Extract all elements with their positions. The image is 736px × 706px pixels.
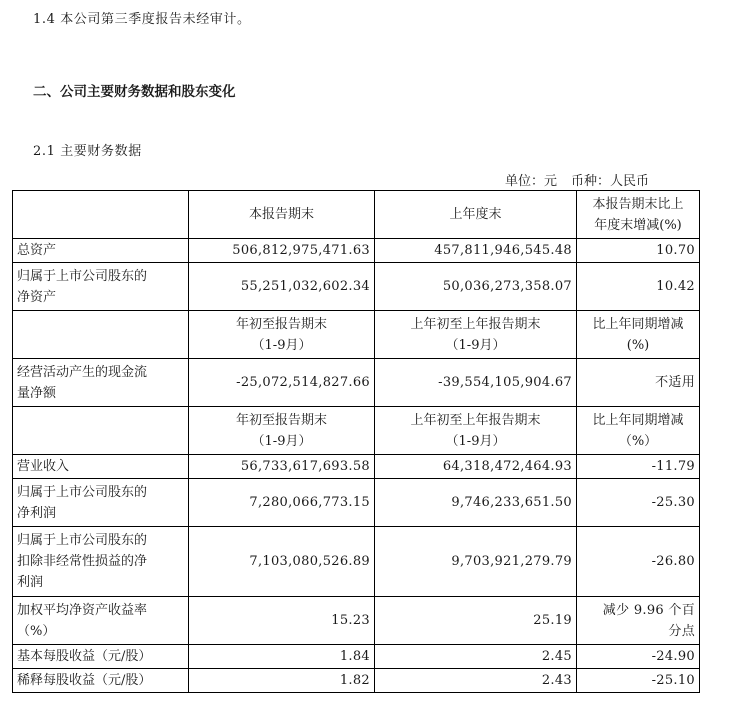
- row-label-line: 净利润: [17, 505, 57, 521]
- cell-value: -11.79: [577, 455, 700, 479]
- header-cell-line: 年度末增减(%): [594, 217, 682, 233]
- cell-value: 10.42: [577, 263, 700, 311]
- cell-value: 56,733,617,693.58: [189, 455, 375, 479]
- row-label-line: 归属于上市公司股东的: [17, 484, 148, 500]
- cell-value: 15.23: [189, 597, 375, 645]
- header-cell-line: （1-9月）: [445, 433, 506, 449]
- row-label-line: 归属于上市公司股东的: [17, 268, 148, 284]
- cell-value: 不适用: [577, 359, 700, 407]
- header-cell: [577, 407, 700, 455]
- cell-value-line: 分点: [668, 623, 695, 639]
- row-label-line: 利润: [17, 575, 44, 590]
- table-row: [13, 597, 700, 645]
- row-label-line: 归属于上市公司股东的: [17, 533, 148, 548]
- header-cell-line: （%）: [618, 433, 658, 449]
- currency-text: 币种：人民币: [571, 174, 650, 189]
- table-row: [13, 669, 700, 693]
- cell-value: 7,280,066,773.15: [189, 479, 375, 527]
- table-header-row: [13, 191, 700, 239]
- cell-value: -26.80: [577, 527, 700, 597]
- section-title: 二、公司主要财务数据和股东变化: [33, 84, 236, 100]
- header-cell-line: (%): [626, 337, 650, 353]
- table-header-row: [13, 311, 700, 359]
- cell-value: 2.43: [375, 669, 577, 693]
- header-cell: [577, 191, 700, 239]
- table-row: [13, 359, 700, 407]
- cell-value: 10.70: [577, 239, 700, 263]
- row-label: [13, 479, 189, 527]
- table-row: [13, 239, 700, 263]
- cell-value: 25.19: [375, 597, 577, 645]
- header-empty-cell: [13, 311, 189, 359]
- header-cell-line: 本报告期末比上: [592, 196, 684, 212]
- header-cell-line: （1-9月）: [251, 337, 312, 353]
- row-label-line: 净资产: [17, 289, 57, 305]
- cell-value: 2.45: [375, 645, 577, 669]
- cell-value: 9,703,921,279.79: [375, 527, 577, 597]
- header-cell-line: （1-9月）: [251, 433, 312, 449]
- row-label: 营业收入: [13, 455, 189, 479]
- row-label: [13, 597, 189, 645]
- cell-value: -25,072,514,827.66: [189, 359, 375, 407]
- cell-value: 7,103,080,526.89: [189, 527, 375, 597]
- unit-text: 单位：元: [505, 174, 558, 189]
- row-label: [13, 527, 189, 597]
- cell-value: 50,036,273,358.07: [375, 263, 577, 311]
- cell-value: [577, 597, 700, 645]
- row-label-line: 加权平均净资产收益率: [17, 602, 148, 618]
- financial-data-table: [12, 190, 700, 693]
- header-cell-line: 上年初至上年报告期末: [410, 412, 541, 428]
- row-label-line: （%）: [17, 623, 56, 639]
- header-cell-line: 年初至报告期末: [235, 412, 327, 428]
- header-empty-cell: [13, 407, 189, 455]
- row-label-line: 量净额: [17, 385, 57, 401]
- cell-value: 1.82: [189, 669, 375, 693]
- header-cell: [375, 407, 577, 455]
- cell-value: -24.90: [577, 645, 700, 669]
- row-label: 总资产: [13, 239, 189, 263]
- row-label: [13, 263, 189, 311]
- cell-value: 64,318,472,464.93: [375, 455, 577, 479]
- row-label-line: 经营活动产生的现金流: [17, 364, 148, 380]
- row-label: 稀释每股收益（元/股）: [13, 669, 189, 693]
- table-row: [13, 527, 700, 597]
- header-cell-line: 年初至报告期末: [235, 316, 327, 332]
- header-cell: [375, 311, 577, 359]
- header-cell: [189, 407, 375, 455]
- cell-value-line: 减少 9.96 个百: [602, 602, 695, 618]
- row-label: 基本每股收益（元/股）: [13, 645, 189, 669]
- audit-note: 1.4 本公司第三季度报告未经审计。: [33, 12, 251, 27]
- unit-line: [505, 170, 649, 189]
- header-cell: 上年度末: [375, 191, 577, 239]
- header-cell-line: （1-9月）: [445, 337, 506, 353]
- cell-value: 457,811,946,545.48: [375, 239, 577, 263]
- table-row: [13, 479, 700, 527]
- cell-value: 506,812,975,471.63: [189, 239, 375, 263]
- row-label: [13, 359, 189, 407]
- header-cell-line: 比上年同期增减: [592, 412, 684, 428]
- cell-value: 1.84: [189, 645, 375, 669]
- table-row: [13, 645, 700, 669]
- table-row: [13, 263, 700, 311]
- header-cell: 本报告期末: [189, 191, 375, 239]
- cell-value: -25.10: [577, 669, 700, 693]
- header-cell-line: 上年初至上年报告期末: [410, 316, 541, 332]
- row-label-line: 扣除非经常性损益的净: [17, 554, 148, 569]
- header-cell: [189, 311, 375, 359]
- header-cell: [577, 311, 700, 359]
- header-cell-line: 比上年同期增减: [592, 316, 684, 332]
- cell-value: 9,746,233,651.50: [375, 479, 577, 527]
- cell-value: 55,251,032,602.34: [189, 263, 375, 311]
- table-header-row: [13, 407, 700, 455]
- cell-value: -39,554,105,904.67: [375, 359, 577, 407]
- cell-value: -25.30: [577, 479, 700, 527]
- table-row: [13, 455, 700, 479]
- header-empty-cell: [13, 191, 189, 239]
- sub-title: 2.1 主要财务数据: [33, 144, 142, 159]
